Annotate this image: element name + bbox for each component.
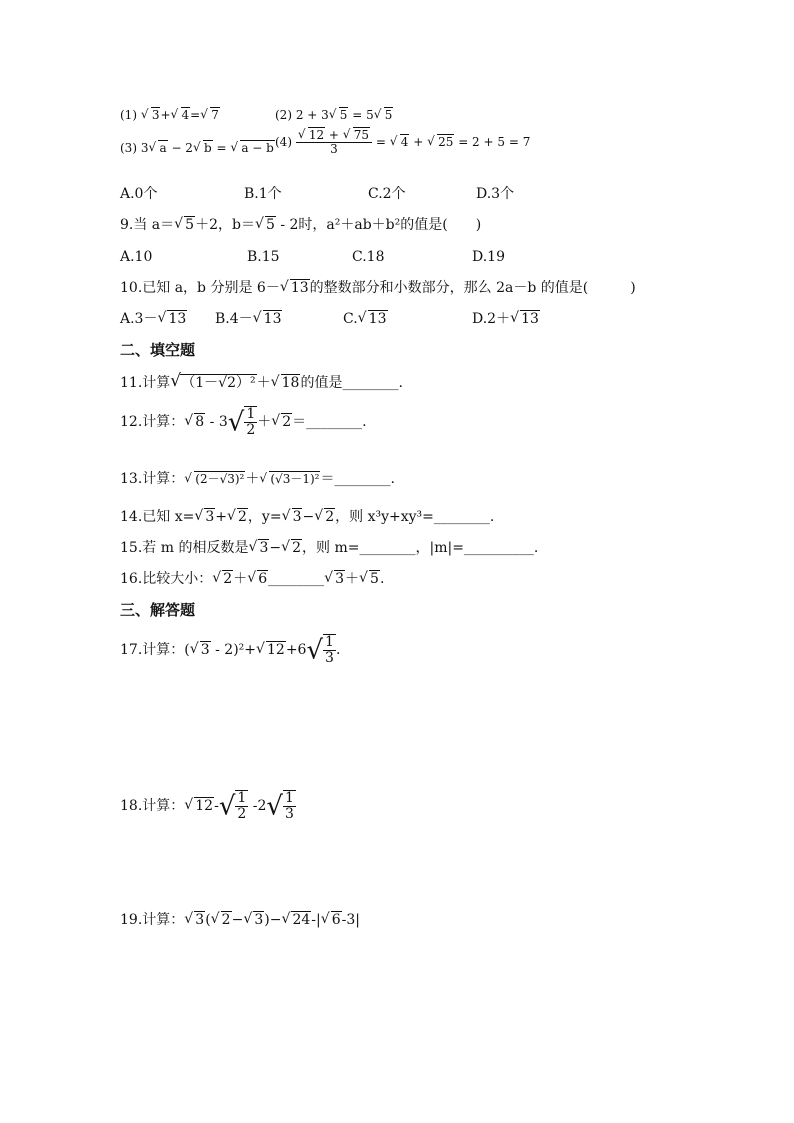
q8-option-b: B.1个 xyxy=(244,186,282,202)
expr: = 2 + 5 = 7 xyxy=(454,135,531,150)
sqrt-sign: √ xyxy=(227,407,245,438)
op: = xyxy=(212,141,231,155)
sqrt: √ 13 xyxy=(280,280,310,297)
sqrt: √ 5 xyxy=(374,108,394,122)
sqrt-sign: √ xyxy=(266,791,283,822)
q10-option-b: B.4－√ 13 xyxy=(215,311,282,328)
sqrt: √ 3 xyxy=(190,642,211,659)
sqrt: √ 2 xyxy=(314,509,335,526)
section-heading-answer: 三、解答题 xyxy=(120,601,196,619)
sqrt: √ 12 xyxy=(256,642,286,659)
sqrt: √ 75 xyxy=(343,129,370,142)
sqrt: √ 4 xyxy=(390,135,410,149)
answer-blank[interactable]: ________ xyxy=(268,571,325,587)
question-17: 17.计算：(√ 3 - 2)²+√ 12+6√ $\frac{1}{3}$ . xyxy=(120,634,340,667)
fraction: $\frac{1}{2}$ xyxy=(246,406,256,439)
question-13: 13.计算：√ (2－√3)²＋√ (√3－1)²＝________. xyxy=(120,471,395,488)
sqrt: √ 13 xyxy=(510,311,540,328)
sqrt: √ 3 xyxy=(184,912,205,929)
q10-option-d: D.2＋√ 13 xyxy=(472,311,540,328)
question-11: 11.计算√ （1－√2）²＋√ 18的值是________. xyxy=(120,372,403,392)
question-10: 10.已知 a，b 分别是 6－√ 13的整数部分和小数部分，那么 2a－b 的值是( ) xyxy=(120,280,636,297)
sqrt-sign: √ xyxy=(306,635,324,666)
q8-item-4 xyxy=(275,129,530,156)
question-12: 12.计算：√ 8 - 3√ $\frac{1}{2}$ ＋√ 2＝________. xyxy=(120,406,367,439)
sqrt: √ 3 xyxy=(324,571,345,588)
q10-option-a: A.3－√ 13 xyxy=(120,311,187,328)
fraction: $\frac{1}{2}$ xyxy=(237,790,247,823)
sqrt: √ 3 xyxy=(248,540,269,557)
question-16: 16.比较大小：√ 2＋√ 6________√ 3＋√ 5. xyxy=(120,571,384,588)
q8-option-c: C.2个 xyxy=(368,186,406,202)
sqrt: √ 3 xyxy=(141,108,161,122)
q9-option-b: B.15 xyxy=(247,249,280,265)
sqrt: √ 6 xyxy=(321,912,342,929)
sqrt: √ 8 xyxy=(184,414,205,431)
sqrt: √ 18 xyxy=(271,375,301,392)
sqrt: √ (√3－1)² xyxy=(259,472,320,486)
sqrt: √ 25 xyxy=(427,135,454,149)
item-label: (1) xyxy=(120,108,137,122)
question-15: 15.若 m 的相反数是√ 3−√ 2，则 m=________，|m|=__________. xyxy=(120,540,538,557)
sqrt: √ （1－√2）² xyxy=(170,372,256,392)
sqrt: √ 2 xyxy=(271,414,292,431)
sqrt: √ 2 xyxy=(281,540,302,557)
sqrt: √ b xyxy=(193,141,213,155)
q9-option-c: C.18 xyxy=(352,249,385,265)
sqrt: √ 2 xyxy=(227,509,248,526)
sqrt: √ 6 xyxy=(247,571,268,588)
fraction: $\frac{1}{3}$ xyxy=(285,790,294,823)
q10-option-c: C.√ 13 xyxy=(343,311,388,328)
sqrt: √ 7 xyxy=(200,108,220,122)
q8-item-2 xyxy=(275,108,393,122)
expr: − 2 xyxy=(167,141,193,155)
q8-option-a: A.0个 xyxy=(120,186,158,202)
question-9: 9.当 a＝√ 5＋2，b＝√ 5 - 2时，a²＋ab＋b²的值是( ) xyxy=(120,217,481,234)
sqrt: √ 2 xyxy=(212,571,233,588)
op: + xyxy=(409,135,428,150)
q8-item-1 xyxy=(120,108,220,122)
question-19: 19.计算：√ 3(√ 2−√ 3)−√ 24-|√ 6-3| xyxy=(120,912,360,929)
sqrt: √ 13 xyxy=(157,311,187,328)
sqrt: √ a − b xyxy=(230,141,275,155)
sqrt-sign: √ xyxy=(218,791,236,822)
q9-option-a: A.10 xyxy=(120,249,153,265)
section-heading-fill-in: 二、填空题 xyxy=(120,341,196,359)
sqrt: √ 24 xyxy=(281,912,311,929)
q8-option-d: D.3个 xyxy=(476,186,515,202)
sqrt: √ 5 xyxy=(329,108,349,122)
sqrt: √ 12 xyxy=(184,798,214,815)
sqrt: √ (2－√3)² xyxy=(184,472,245,486)
fraction: $\frac{1}{3}$ xyxy=(325,634,334,667)
q8-item-3 xyxy=(120,141,275,155)
sqrt: √ 4 xyxy=(171,108,191,122)
q9-option-d: D.19 xyxy=(472,249,505,265)
question-18: 18.计算：√ 12-√ $\frac{1}{2}$ -2√ $\frac{1}{3}$ xyxy=(120,790,296,823)
expr: 3 xyxy=(140,141,149,155)
sqrt: √ a xyxy=(148,141,167,155)
expr: = 5 xyxy=(348,108,374,122)
question-14: 14.已知 x=√ 3+√ 2，y=√ 3−√ 2，则 x³y+xy³=________. xyxy=(120,509,494,526)
sqrt: √ 5 xyxy=(359,571,380,588)
item-label: (3) xyxy=(120,141,137,155)
op: = xyxy=(190,108,201,122)
op: + xyxy=(160,108,171,122)
sqrt: √ 3 xyxy=(194,509,215,526)
item-label: (2) xyxy=(275,108,292,122)
sqrt: √ 5 xyxy=(174,217,195,234)
op: = xyxy=(372,135,390,150)
sqrt: √ 3 xyxy=(282,509,303,526)
sqrt: √ 12 xyxy=(298,129,325,142)
expr: 2 + 3 xyxy=(295,108,329,122)
sqrt: √ 13 xyxy=(358,311,388,328)
sqrt: √ 5 xyxy=(255,217,276,234)
sqrt: √ 13 xyxy=(253,311,283,328)
fraction: √ $\frac{12 + √ 75}{3}$ xyxy=(296,129,372,156)
sqrt: √ 2 xyxy=(211,912,232,929)
item-label: (4) xyxy=(275,135,292,150)
sqrt: √ 3 xyxy=(243,912,264,929)
